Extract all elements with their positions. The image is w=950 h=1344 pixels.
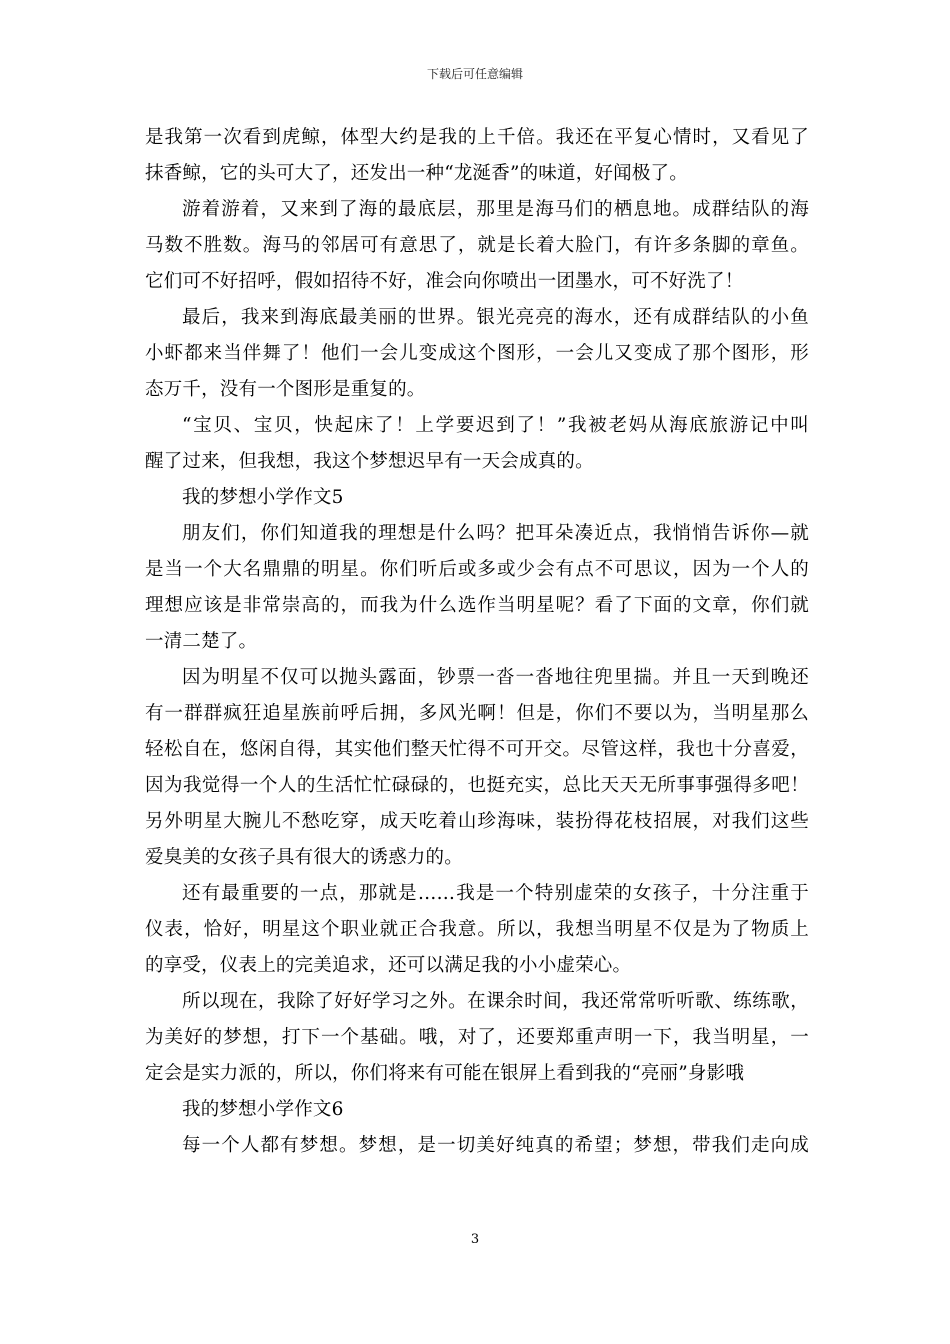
text-line: 还有最重要的一点，那就是……我是一个特别虚荣的女孩子，十分注重于 xyxy=(182,883,809,904)
text-line: 所以现在，我除了好好学习之外。在课余时间，我还常常听听歌、练练歌， xyxy=(182,991,809,1012)
text-line: 最后，我来到海底最美丽的世界。银光亮亮的海水，还有成群结队的小鱼 xyxy=(182,307,809,328)
text-line: 定会是实力派的，所以，你们将来有可能在银屏上看到我的“亮丽”身影哦 xyxy=(145,1063,745,1084)
text-line: 朋友们，你们知道我的理想是什么吗？把耳朵凑近点，我悄悄告诉你—就 xyxy=(182,523,809,544)
text-line: 有一群群疯狂追星族前呼后拥，多风光啊！但是，你们不要以为，当明星那么 xyxy=(145,703,809,724)
text-line: 马数不胜数。海马的邻居可有意思了，就是长着大脸门，有许多条脚的章鱼。 xyxy=(145,235,809,256)
text-line: 醒了过来，但我想，我这个梦想迟早有一天会成真的。 xyxy=(145,451,594,472)
text-line: 一清二楚了。 xyxy=(145,631,258,652)
text-line: 我的梦想小学作文6 xyxy=(182,1099,344,1120)
text-line: 理想应该是非常崇高的，而我为什么选作当明星呢？看了下面的文章，你们就 xyxy=(145,595,809,616)
text-line: “宝贝、宝贝，快起床了！上学要迟到了！”我被老妈从海底旅游记中叫 xyxy=(182,415,809,436)
text-line: 它们可不好招呼，假如招待不好，准会向你喷出一团墨水，可不好洗了！ xyxy=(145,271,744,292)
page-number: 3 xyxy=(470,1232,480,1247)
text-line: 每一个人都有梦想。梦想，是一切美好纯真的希望；梦想，带我们走向成 xyxy=(182,1135,809,1156)
text-line: 我的梦想小学作文5 xyxy=(182,487,344,508)
text-line: 爱臭美的女孩子具有很大的诱惑力的。 xyxy=(145,847,463,868)
text-line: 轻松自在，悠闲自得，其实他们整天忙得不可开交。尽管这样，我也十分喜爱， xyxy=(145,739,809,760)
text-line: 为美好的梦想，打下一个基础。哦，对了，还要郑重声明一下，我当明星，一 xyxy=(145,1027,809,1048)
text-line: 仪表，恰好，明星这个职业就正合我意。所以，我想当明星不仅是为了物质上 xyxy=(145,919,809,940)
text-line: 是我第一次看到虎鲸，体型大约是我的上千倍。我还在平复心情时，又看见了 xyxy=(145,127,809,148)
text-line: 小虾都来当伴舞了！他们一会儿变成这个图形，一会儿又变成了那个图形，形 xyxy=(145,343,809,364)
text-line: 是当一个大名鼎鼎的明星。你们听后或多或少会有点不可思议，因为一个人的 xyxy=(145,559,809,580)
text-line: 因为我觉得一个人的生活忙忙碌碌的，也挺充实，总比天天无所事事强得多吧！ xyxy=(145,775,809,796)
document-body xyxy=(145,120,809,1164)
text-line: 的享受，仪表上的完美追求，还可以满足我的小小虚荣心。 xyxy=(145,955,632,976)
text-line: 抹香鲸，它的头可大了，还发出一种“龙涎香”的味道，好闻极了。 xyxy=(145,163,688,184)
text-line: 另外明星大腕儿不愁吃穿，成天吃着山珍海味，装扮得花枝招展，对我们这些 xyxy=(145,811,809,832)
text-line: 态万千，没有一个图形是重复的。 xyxy=(145,379,426,400)
page-header: 下载后可任意编辑 xyxy=(426,67,523,81)
text-line: 因为明星不仅可以抛头露面，钞票一沓一沓地往兜里揣。并且一天到晚还 xyxy=(182,667,809,688)
text-line: 游着游着，又来到了海的最底层，那里是海马们的栖息地。成群结队的海 xyxy=(182,199,809,220)
